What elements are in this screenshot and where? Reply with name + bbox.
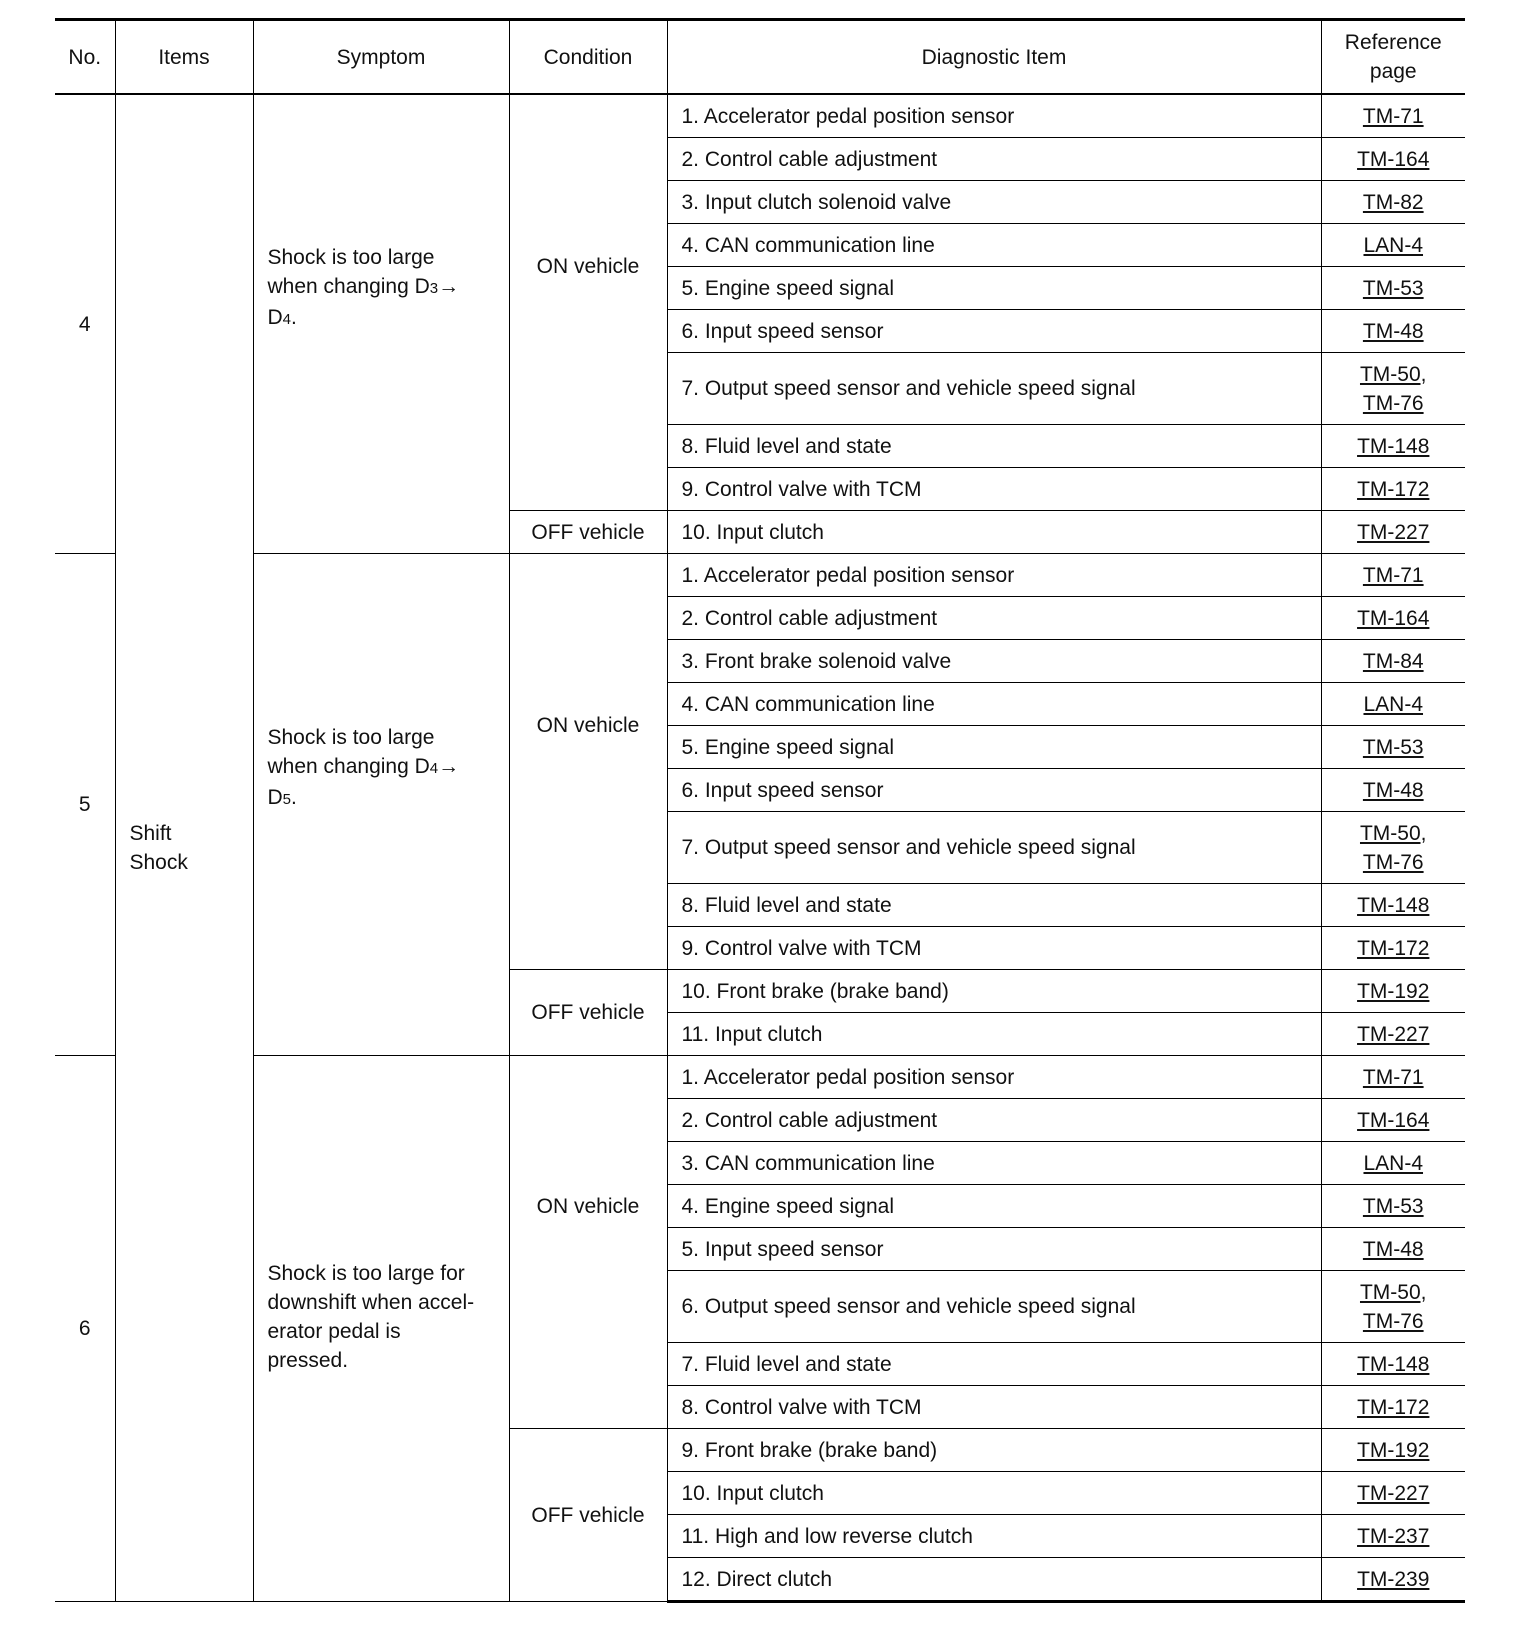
reference-cell	[1321, 224, 1465, 267]
row-number-4: 4	[55, 94, 115, 554]
diagnostic-item: 9. Control valve with TCM	[667, 927, 1321, 970]
symptom-5-period: .	[291, 786, 297, 809]
reference-link[interactable]: TM-48	[1362, 778, 1424, 802]
reference-cell	[1321, 353, 1465, 425]
diagnostic-item: 7. Output speed sensor and vehicle speed signal	[667, 353, 1321, 425]
diagnostic-item: 10. Input clutch	[667, 1472, 1321, 1515]
symptom-6-line3: erator pedal is	[267, 1319, 401, 1343]
item-name-line1: Shift	[129, 822, 172, 845]
diagnostic-item: 3. Input clutch solenoid valve	[667, 181, 1321, 224]
reference-cell	[1321, 511, 1465, 554]
symptom-6	[253, 1056, 509, 1602]
reference-cell	[1321, 640, 1465, 683]
reference-cell	[1321, 138, 1465, 181]
reference-cell	[1321, 310, 1465, 353]
symptom-5-line3	[268, 783, 503, 814]
reference-cell	[1321, 181, 1465, 224]
reference-cell	[1321, 1228, 1465, 1271]
reference-link[interactable]: TM-76	[1362, 1309, 1424, 1333]
condition-on-5	[509, 554, 667, 970]
reference-link[interactable]: TM-172	[1357, 477, 1430, 501]
diagnostic-item: 2. Control cable adjustment	[667, 138, 1321, 181]
reference-cell	[1321, 1056, 1465, 1099]
symptom-4-line3-text: D	[267, 305, 283, 329]
reference-link[interactable]: LAN-4	[1363, 692, 1424, 716]
reference-cell	[1321, 468, 1465, 511]
reference-link[interactable]: TM-50,	[1359, 1280, 1427, 1304]
reference-cell	[1321, 1558, 1465, 1602]
header-reference-page	[1321, 20, 1465, 95]
symptom-5-gear-to: 5	[282, 791, 292, 808]
condition-off-6: OFF vehicle	[509, 1429, 667, 1602]
row-number-5: 5	[55, 554, 115, 1056]
reference-cell	[1321, 1343, 1465, 1386]
diagnostic-item: 11. Input clutch	[667, 1013, 1321, 1056]
arrow-right-icon: →	[438, 274, 460, 298]
condition-on-4-label: ON vehicle	[536, 255, 640, 278]
symptom-4-period: .	[291, 305, 297, 329]
header-items: Items	[115, 20, 253, 95]
diagnostic-item: 5. Engine speed signal	[667, 267, 1321, 310]
diagnostic-item: 11. High and low reverse clutch	[667, 1515, 1321, 1558]
header-condition: Condition	[509, 20, 667, 95]
diagnostic-item: 8. Fluid level and state	[667, 425, 1321, 468]
header-row	[55, 20, 1465, 95]
diagnostic-item: 2. Control cable adjustment	[667, 597, 1321, 640]
symptom-5-line2	[268, 752, 503, 783]
reference-link[interactable]: TM-76	[1362, 391, 1424, 415]
reference-link[interactable]: TM-172	[1357, 936, 1430, 960]
symptom-4-gear-to: 4	[282, 310, 292, 328]
symptom-4-line3	[268, 303, 503, 334]
reference-link[interactable]: TM-227	[1357, 520, 1430, 544]
reference-link[interactable]: TM-164	[1357, 1108, 1430, 1132]
reference-link[interactable]: TM-192	[1357, 979, 1430, 1003]
symptom-5-line2-text: when changing D	[267, 755, 430, 778]
condition-on-4	[509, 94, 667, 511]
header-reference-line2: page	[1369, 60, 1417, 83]
reference-cell	[1321, 1429, 1465, 1472]
reference-cell	[1321, 970, 1465, 1013]
reference-cell	[1321, 1386, 1465, 1429]
symptom-4-gear-from: 3	[429, 279, 439, 297]
reference-cell	[1321, 683, 1465, 726]
diagnostic-item: 7. Fluid level and state	[667, 1343, 1321, 1386]
reference-cell	[1321, 554, 1465, 597]
reference-link[interactable]: TM-53	[1362, 735, 1424, 759]
reference-cell	[1321, 769, 1465, 812]
reference-cell	[1321, 812, 1465, 884]
reference-link[interactable]: TM-227	[1357, 1022, 1430, 1046]
diagnostic-item: 10. Front brake (brake band)	[667, 970, 1321, 1013]
reference-link[interactable]: TM-192	[1357, 1438, 1430, 1462]
diagnostic-item: 6. Input speed sensor	[667, 310, 1321, 353]
symptom-5-gear-from: 4	[429, 760, 439, 777]
reference-link[interactable]: TM-50,	[1359, 821, 1427, 845]
diagnostic-item: 4. CAN communication line	[667, 683, 1321, 726]
row-number-6: 6	[55, 1056, 115, 1602]
reference-cell	[1321, 1472, 1465, 1515]
symptom-4-line2	[268, 272, 503, 303]
reference-cell	[1321, 726, 1465, 769]
reference-link[interactable]: TM-239	[1357, 1567, 1430, 1591]
reference-cell	[1321, 1099, 1465, 1142]
diagnostic-item: 8. Control valve with TCM	[667, 1386, 1321, 1429]
condition-off-5: OFF vehicle	[509, 970, 667, 1056]
reference-link[interactable]: TM-53	[1362, 1194, 1424, 1218]
reference-link[interactable]: TM-48	[1362, 319, 1424, 343]
reference-link[interactable]: TM-71	[1362, 1065, 1424, 1089]
reference-link[interactable]: TM-76	[1362, 850, 1424, 874]
diagnostic-item: 3. CAN communication line	[667, 1142, 1321, 1185]
table-row	[55, 94, 1465, 138]
reference-link[interactable]: TM-148	[1357, 434, 1430, 458]
diagnosis-table-wrapper	[55, 18, 1465, 1603]
reference-link[interactable]: TM-53	[1362, 276, 1424, 300]
reference-cell	[1321, 94, 1465, 138]
reference-link[interactable]: TM-227	[1357, 1481, 1430, 1505]
symptom-4-line1: Shock is too large	[267, 245, 435, 269]
condition-on-6-label: ON vehicle	[536, 1194, 640, 1218]
reference-link[interactable]: TM-148	[1357, 1352, 1430, 1376]
diagnostic-item: 9. Control valve with TCM	[667, 468, 1321, 511]
reference-link[interactable]: TM-50,	[1359, 362, 1427, 386]
reference-cell	[1321, 1013, 1465, 1056]
reference-cell	[1321, 597, 1465, 640]
reference-cell	[1321, 927, 1465, 970]
header-no: No.	[55, 20, 115, 95]
arrow-right-icon: →	[438, 755, 460, 778]
condition-off-4: OFF vehicle	[509, 511, 667, 554]
table-row	[55, 1056, 1465, 1099]
header-symptom: Symptom	[253, 20, 509, 95]
condition-on-5-label: ON vehicle	[536, 714, 640, 737]
header-diagnostic-item: Diagnostic Item	[667, 20, 1321, 95]
diagnostic-item: 4. CAN communication line	[667, 224, 1321, 267]
reference-link[interactable]: TM-84	[1362, 649, 1424, 673]
item-name-line2: Shock	[129, 851, 188, 874]
reference-link[interactable]: TM-71	[1362, 104, 1424, 128]
item-name-cell	[115, 94, 253, 1602]
symptom-5	[253, 554, 509, 1056]
diagnostic-item: 1. Accelerator pedal position sensor	[667, 1056, 1321, 1099]
table-row	[55, 554, 1465, 597]
condition-on-6	[509, 1056, 667, 1429]
header-reference-line1: Reference	[1344, 31, 1442, 54]
reference-cell	[1321, 1185, 1465, 1228]
diagnostic-item: 1. Accelerator pedal position sensor	[667, 554, 1321, 597]
reference-link[interactable]: TM-71	[1362, 563, 1424, 587]
diagnostic-item: 5. Engine speed signal	[667, 726, 1321, 769]
reference-link[interactable]: LAN-4	[1363, 1151, 1424, 1175]
reference-link[interactable]: TM-148	[1357, 893, 1430, 917]
reference-link[interactable]: TM-164	[1357, 606, 1430, 630]
symptom-5-line1: Shock is too large	[267, 726, 435, 749]
symptom-6-line4: pressed.	[267, 1348, 349, 1372]
diagnostic-item: 1. Accelerator pedal position sensor	[667, 94, 1321, 138]
reference-link[interactable]: LAN-4	[1363, 233, 1424, 257]
diagnostic-item: 3. Front brake solenoid valve	[667, 640, 1321, 683]
reference-link[interactable]: TM-82	[1362, 190, 1424, 214]
symptom-5-line3-text: D	[267, 786, 283, 809]
diagnostic-item: 7. Output speed sensor and vehicle speed signal	[667, 812, 1321, 884]
reference-cell	[1321, 425, 1465, 468]
reference-cell	[1321, 884, 1465, 927]
reference-cell	[1321, 1515, 1465, 1558]
diagnosis-table	[55, 18, 1465, 1603]
diagnostic-item: 6. Output speed sensor and vehicle speed signal	[667, 1271, 1321, 1343]
diagnostic-item: 10. Input clutch	[667, 511, 1321, 554]
symptom-4	[253, 94, 509, 554]
reference-link[interactable]: TM-237	[1357, 1524, 1430, 1548]
reference-link[interactable]: TM-172	[1357, 1395, 1430, 1419]
diagnostic-item: 5. Input speed sensor	[667, 1228, 1321, 1271]
diagnostic-item: 6. Input speed sensor	[667, 769, 1321, 812]
diagnostic-item: 2. Control cable adjustment	[667, 1099, 1321, 1142]
reference-link[interactable]: TM-48	[1362, 1237, 1424, 1261]
diagnostic-item: 9. Front brake (brake band)	[667, 1429, 1321, 1472]
reference-cell	[1321, 1142, 1465, 1185]
symptom-6-line2: downshift when accel-	[267, 1290, 475, 1314]
diagnostic-item: 8. Fluid level and state	[667, 884, 1321, 927]
reference-link[interactable]: TM-164	[1357, 147, 1430, 171]
reference-cell	[1321, 267, 1465, 310]
diagnostic-item: 12. Direct clutch	[667, 1558, 1321, 1602]
reference-cell	[1321, 1271, 1465, 1343]
diagnostic-item: 4. Engine speed signal	[667, 1185, 1321, 1228]
symptom-4-line2-text: when changing D	[267, 274, 430, 298]
symptom-6-line1: Shock is too large for	[267, 1261, 465, 1285]
